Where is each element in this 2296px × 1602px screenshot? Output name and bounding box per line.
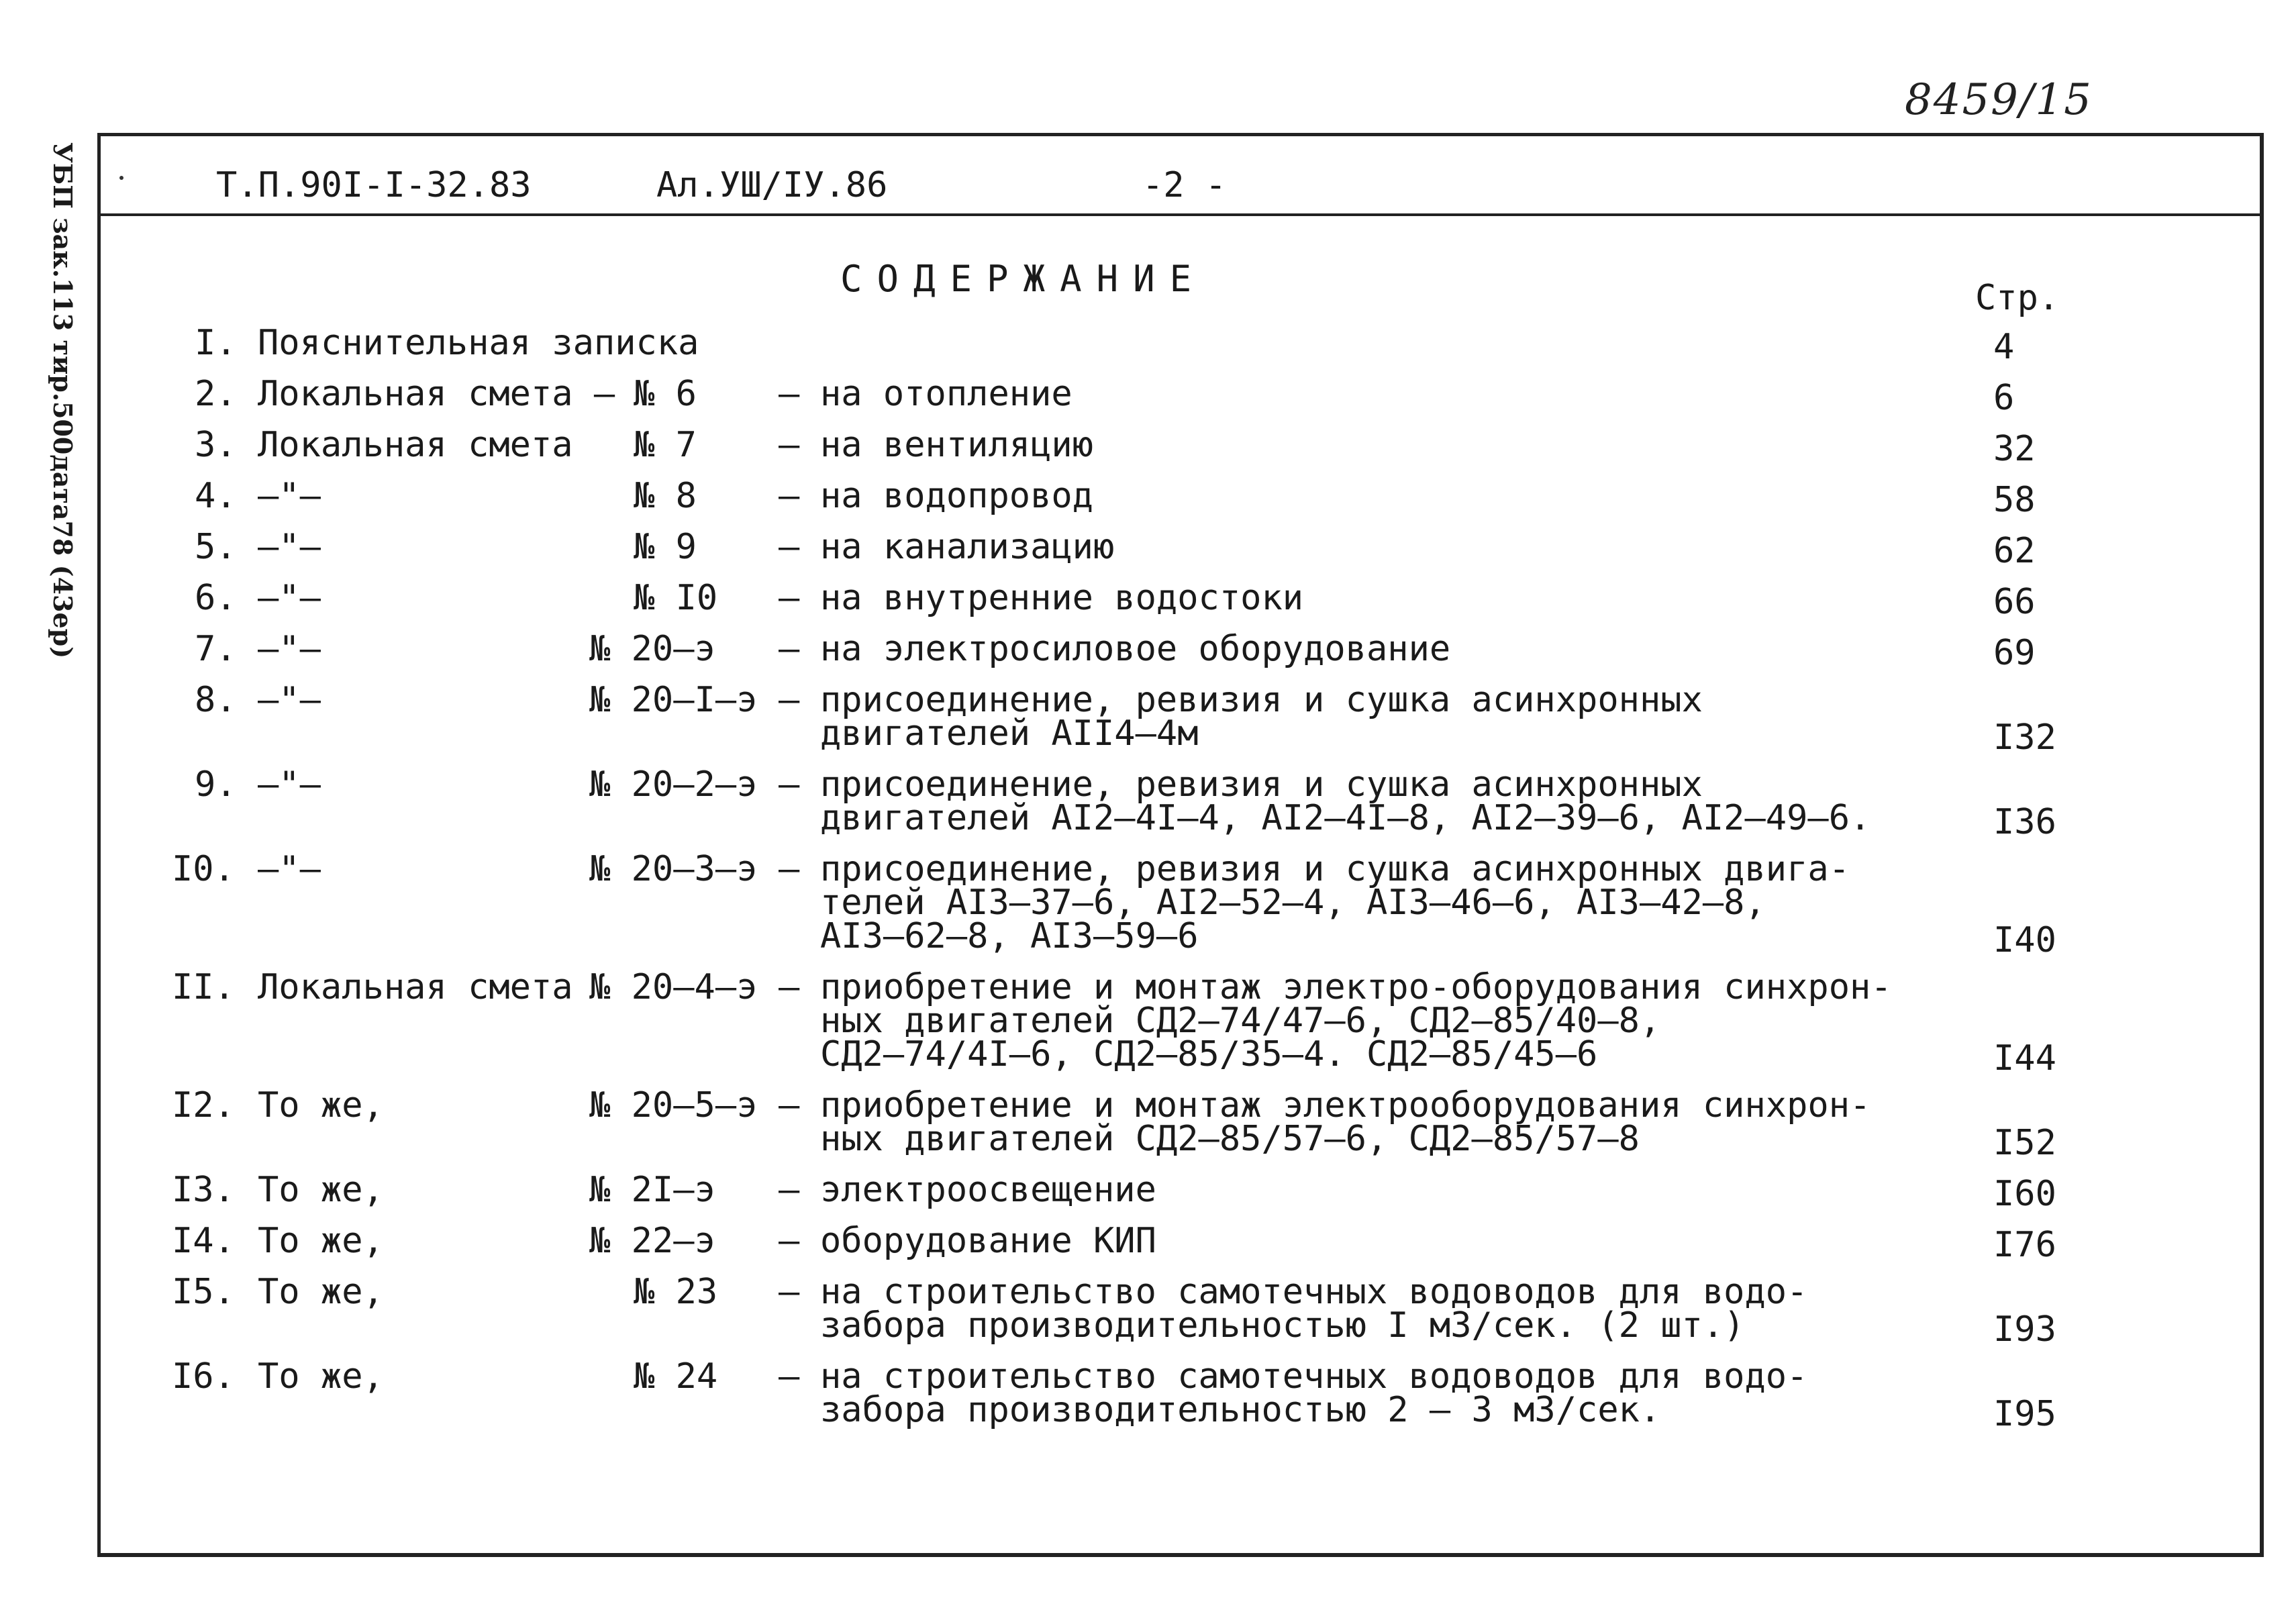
archive-number: 8459/15 (1905, 75, 2093, 125)
entry-number: 3. (195, 425, 237, 465)
entry-code: № 23 (634, 1272, 718, 1312)
entry-page-number: I76 (1993, 1225, 2056, 1265)
entry-page-number: I60 (1993, 1174, 2056, 1214)
side-stamp-text: УБП зак.113 тир.500дата78 (43ер) (48, 142, 78, 659)
entry-description-line: на канализацию (820, 527, 1115, 567)
entry-code: № 20–4–э (589, 967, 758, 1007)
entry-code: № 9 (634, 527, 697, 567)
entry-dash: – (779, 374, 800, 414)
entry-dash: – (779, 1170, 800, 1210)
entry-name: То же, (258, 1085, 384, 1125)
entry-name: Локальная смета – (258, 374, 615, 414)
entry-name: То же, (258, 1356, 384, 1397)
entry-code: № 20–э (589, 629, 715, 669)
entry-description-line: ных двигателей СД2–74/47–6, СД2–85/40–8, (820, 1001, 1661, 1041)
entry-code: № 20–I–э (589, 680, 758, 720)
document-title: СОДЕРЖАНИЕ (840, 258, 1207, 300)
entry-name: Локальная смета (258, 425, 573, 465)
entry-number: 6. (195, 578, 237, 618)
entry-code: № 24 (634, 1356, 718, 1397)
entry-name: –"– (258, 629, 321, 669)
entry-dash: – (779, 425, 800, 465)
entry-description-line: на водопровод (820, 476, 1093, 516)
entry-dash: – (779, 578, 800, 618)
entry-dash: – (779, 680, 800, 720)
entry-number: 8. (195, 680, 237, 720)
entry-description-line: электроосвещение (820, 1170, 1156, 1210)
header-divider (101, 213, 2262, 216)
entry-name: То же, (258, 1170, 384, 1210)
entry-name: –"– (258, 680, 321, 720)
entry-dash: – (779, 1085, 800, 1125)
entry-name: –"– (258, 476, 321, 516)
entry-description-line: присоединение, ревизия и сушка асинхронных (820, 764, 1703, 805)
page-number: -2 - (1142, 165, 1227, 205)
entry-page-number: 6 (1993, 378, 2015, 418)
entry-description-line: оборудование КИП (820, 1221, 1156, 1261)
album-code: Ал.УШ/IУ.86 (656, 165, 888, 205)
entry-page-number: 66 (1993, 582, 2036, 622)
entry-description-line: на строительство самотечных водоводов для водо- (820, 1272, 1808, 1312)
entry-dash: – (779, 476, 800, 516)
entry-number: II. (172, 967, 235, 1007)
entry-code: № 22–э (589, 1221, 715, 1261)
entry-number: I2. (172, 1085, 235, 1125)
entry-page-number: I32 (1993, 717, 2056, 758)
entry-code: № 20–5–э (589, 1085, 758, 1125)
entry-description-line: АI3–62–8, АI3–59–6 (820, 916, 1199, 956)
entry-number: 4. (195, 476, 237, 516)
entry-description-line: приобретение и монтаж электро-оборудования синхрон- (820, 967, 1892, 1007)
entry-description-line: на строительство самотечных водоводов для водо- (820, 1356, 1808, 1397)
entry-number: 2. (195, 374, 237, 414)
entry-description-line: ных двигателей СД2–85/57–6, СД2–85/57–8 (820, 1119, 1640, 1159)
project-code: Т.П.90I-I-32.83 (216, 165, 532, 205)
entry-page-number: 4 (1993, 327, 2015, 367)
entry-dash: – (779, 527, 800, 567)
entry-description-line: забора производительностью 2 – 3 м3/сек. (820, 1390, 1661, 1430)
entry-page-number: 69 (1993, 633, 2036, 673)
entry-name: Пояснительная записка (258, 323, 699, 363)
entry-dash: – (779, 629, 800, 669)
page-column-label: Стр. (1975, 278, 2060, 318)
entry-description-line: на электросиловое оборудование (820, 629, 1451, 669)
entry-description-line: двигателей АI2–4I–4, АI2–4I–8, АI2–39–6, АI2–49–6. (820, 798, 1871, 838)
entry-description-line: забора производительностью I м3/сек. (2 шт.) (820, 1305, 1745, 1346)
entry-name: Локальная смета (258, 967, 573, 1007)
entry-number: 7. (195, 629, 237, 669)
entry-name: –"– (258, 849, 321, 889)
entry-name: –"– (258, 527, 321, 567)
entry-dash: – (779, 849, 800, 889)
entry-number: 5. (195, 527, 237, 567)
entry-page-number: I93 (1993, 1309, 2056, 1350)
entry-number: I5. (172, 1272, 235, 1312)
entry-description-line: присоединение, ревизия и сушка асинхронных двига- (820, 849, 1850, 889)
entry-description-line: приобретение и монтаж электрооборудования синхрон- (820, 1085, 1871, 1125)
entry-name: –"– (258, 578, 321, 618)
entry-page-number: I52 (1993, 1123, 2056, 1163)
entry-code: № 2I–э (589, 1170, 715, 1210)
entry-number: 9. (195, 764, 237, 805)
entry-description-line: присоединение, ревизия и сушка асинхронных (820, 680, 1703, 720)
entry-page-number: 62 (1993, 531, 2036, 571)
entry-code: № I0 (634, 578, 718, 618)
entry-page-number: 32 (1993, 429, 2036, 469)
entry-page-number: I44 (1993, 1038, 2056, 1079)
entry-number: I. (195, 323, 237, 363)
entry-name: То же, (258, 1221, 384, 1261)
entry-description-line: СД2–74/4I–6, СД2–85/35–4. СД2–85/45–6 (820, 1034, 1598, 1074)
decorative-dot (119, 176, 123, 180)
entry-dash: – (779, 1221, 800, 1261)
entry-page-number: I40 (1993, 920, 2056, 960)
entry-description-line: двигателей АII4–4м (820, 713, 1199, 754)
entry-dash: – (779, 764, 800, 805)
entry-dash: – (779, 967, 800, 1007)
entry-code: № 7 (634, 425, 697, 465)
entry-number: I4. (172, 1221, 235, 1261)
entry-description-line: телей АI3–37–6, АI2–52–4, АI3–46–6, АI3–42–8, (820, 883, 1766, 923)
entry-number: I0. (172, 849, 235, 889)
entry-number: I6. (172, 1356, 235, 1397)
entry-name: То же, (258, 1272, 384, 1312)
entry-number: I3. (172, 1170, 235, 1210)
entry-code: № 8 (634, 476, 697, 516)
entry-description-line: на внутренние водостоки (820, 578, 1304, 618)
side-stamp (19, 134, 99, 685)
entry-name: –"– (258, 764, 321, 805)
entry-code: № 20–2–э (589, 764, 758, 805)
entry-dash: – (779, 1272, 800, 1312)
entry-code: № 20–3–э (589, 849, 758, 889)
entry-page-number: 58 (1993, 480, 2036, 520)
entry-description-line: на вентиляцию (820, 425, 1093, 465)
entry-page-number: I95 (1993, 1394, 2056, 1434)
entry-description-line: на отопление (820, 374, 1072, 414)
entry-dash: – (779, 1356, 800, 1397)
entry-code: № 6 (634, 374, 697, 414)
entry-page-number: I36 (1993, 802, 2056, 842)
